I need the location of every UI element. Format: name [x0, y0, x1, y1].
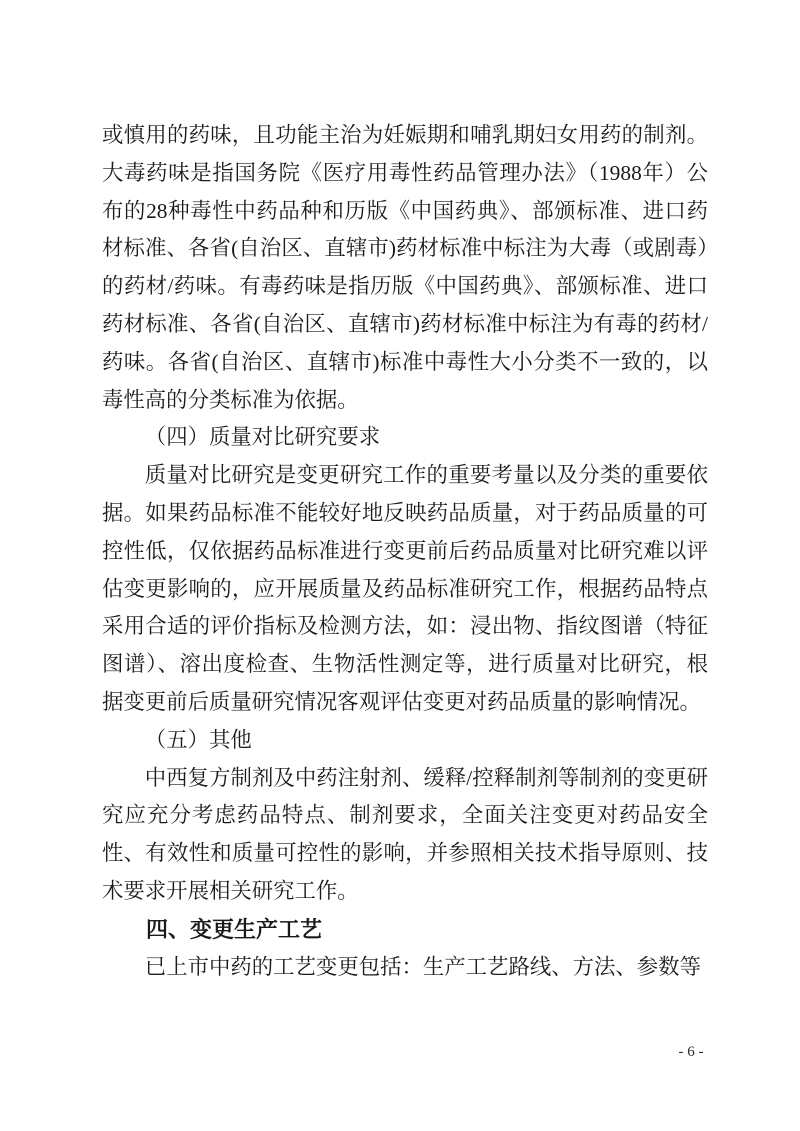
heading-chapter-4-production-process: 四、变更生产工艺 — [146, 916, 323, 942]
para-other-requirements: 中西复方制剂及中药注射剂、缓释/控释制剂等制剂的变更研究应充分考虑药品特点、制剂要求，全面关注变更对药品安全性、有效性和质量可控性的影响，并参照相关技术指导原则、技术要求开展相关研究工作。 — [102, 765, 708, 903]
document-body — [102, 117, 708, 986]
heading-section-5-other: （五）其他 — [144, 727, 252, 752]
page-number: - 6 - — [678, 1044, 704, 1060]
heading-section-4-quality-comparison: （四）质量对比研究要求 — [144, 425, 381, 450]
para-quality-comparison-research: 质量对比研究是变更研究工作的重要考量以及分类的重要依据。如果药品标准不能较好地反映药品质量，对于药品质量的可控性低，仅依据药品标准进行变更前后药品质量对比研究难以评估变更影响的，应开展质量及药品标准研究工作，根据药品特点采用合适的评价指标及检测方法，如：浸出物、指纹图谱（特征图谱）、溶出度检查、生物活性测定等，进行质量对比研究，根据变更前后质量研究情况客观评估变更对药品质量的影响情况。 — [102, 463, 708, 714]
para-process-change-scope: 已上市中药的工艺变更包括：生产工艺路线、方法、参数等 — [144, 954, 701, 979]
para-toxic-herb-definitions: 或慎用的药味，且功能主治为妊娠期和哺乳期妇女用药的制剂。大毒药味是指国务院《医疗用毒性药品管理办法》（1988年）公布的28种毒性中药品种和历版《中国药典》、部颁标准、进口药材标准、各省(自治区、直辖市)药材标准中标注为大毒（或剧毒）的药材/药味。有毒药味是指历版《中国药典》、部颁标准、进口药材标准、各省(自治区、直辖市)药材标准中标注为有毒的药材/药味。各省(自治区、直辖市)标准中毒性大小分类不一致的，以毒性高的分类标准为依据。 — [102, 123, 708, 412]
